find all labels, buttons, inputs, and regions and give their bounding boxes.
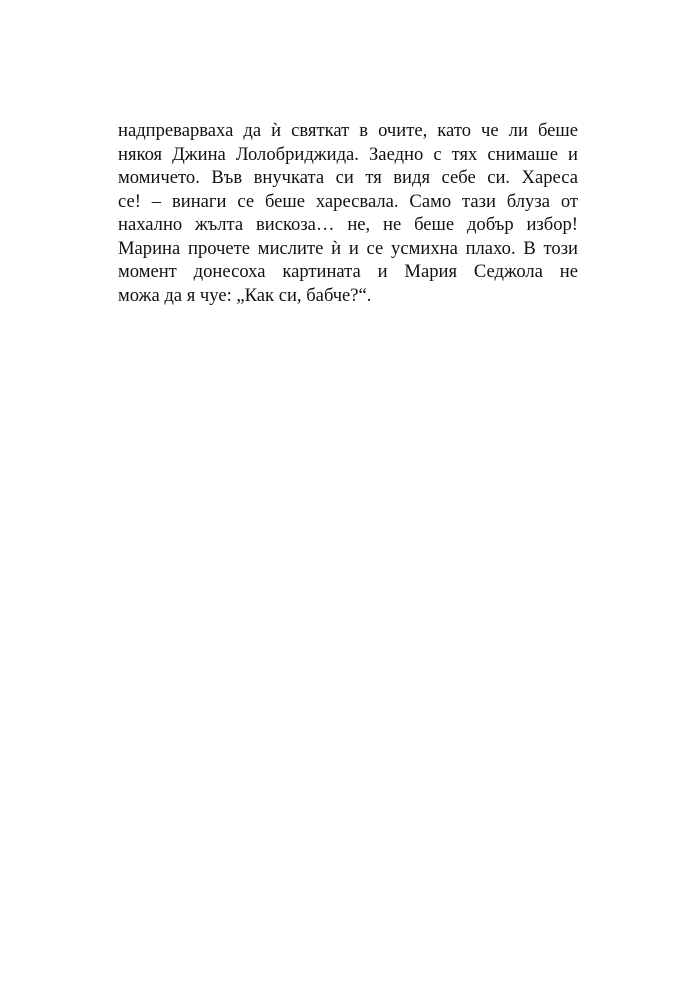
paragraph-line-5: нахално жълта вискоза… не, не беше добър избор!	[118, 214, 578, 235]
paragraph-line-1: надпреварваха да ѝ святкат в очите, като че ли беше	[118, 120, 578, 141]
paragraph-line-4: се! – винаги се беше харесвала. Само тази блуза от	[118, 190, 578, 212]
paragraph-line-2: някоя Джина Лолобриджида. Заедно с тях снимаше и	[118, 143, 578, 165]
body-paragraph	[118, 119, 578, 307]
paragraph-line-8: можа да я чуе: „Как си, бабче?“.	[118, 284, 372, 306]
paragraph-line-3: момичето. Във внучката си тя видя себе си. Хареса	[118, 167, 578, 188]
paragraph-line-7: момент донесоха картината и Мария Седжола не	[118, 261, 578, 282]
paragraph-line-6: Марина прочете мислите ѝ и се усмихна плахо. В този	[118, 237, 578, 259]
